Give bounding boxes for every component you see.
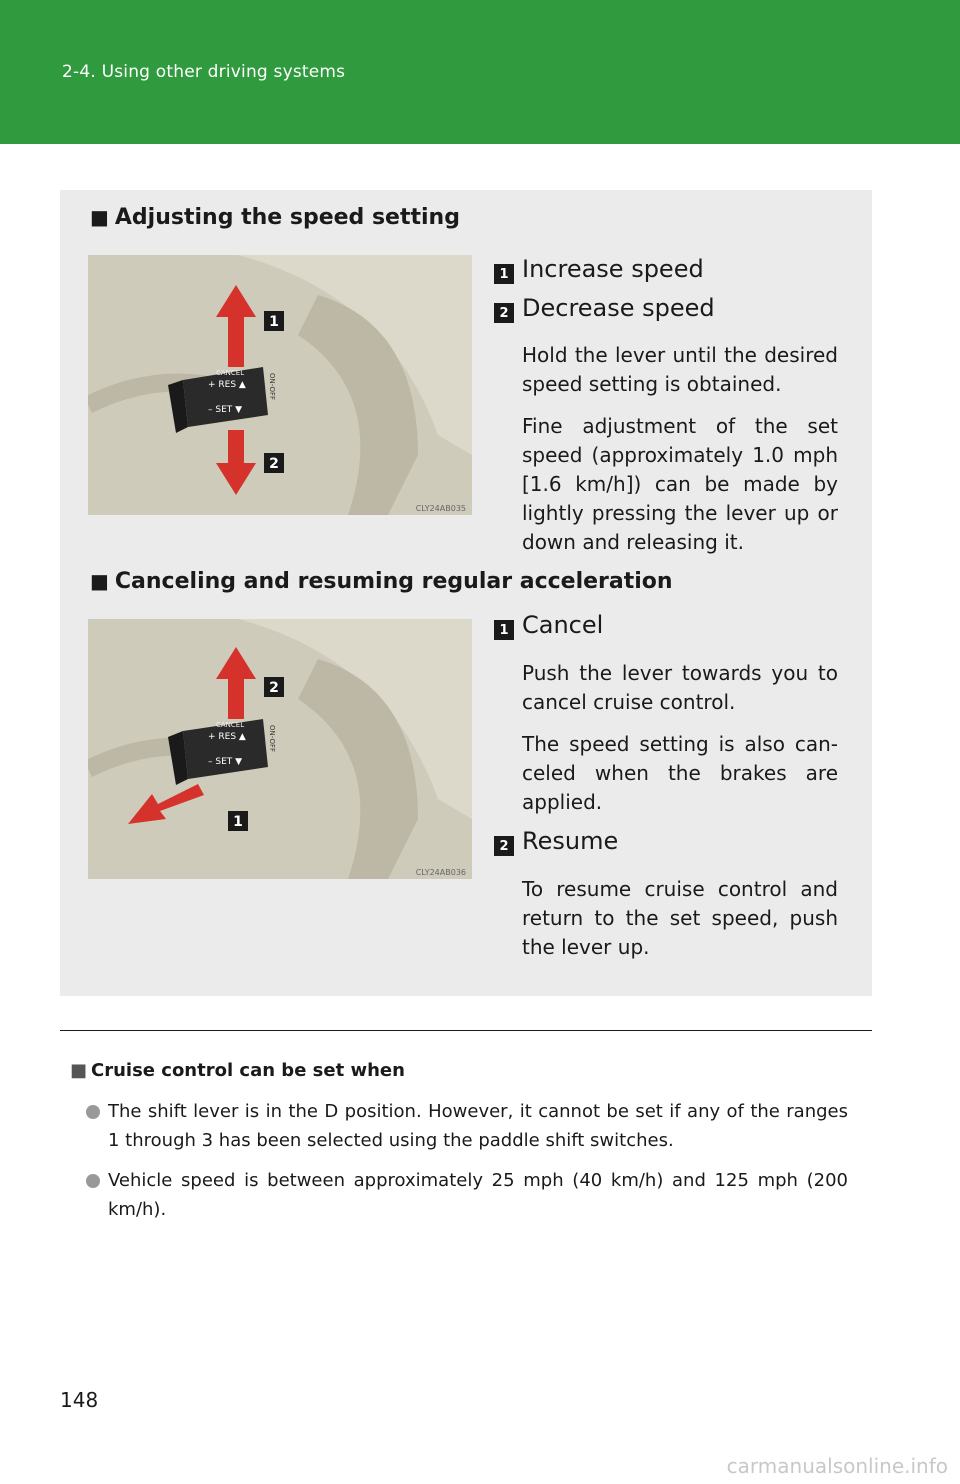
description-fine-adjustment: Fine adjustment of the set speed (approximately 1.0 mph [1.6 km/h]) can be made by lightly pressing the lever up or down and releasing it. (522, 414, 838, 554)
section-heading-adjusting: ■ Adjusting the speed setting (90, 205, 460, 230)
item-decrease-speed (494, 294, 838, 330)
item-cancel (494, 611, 838, 647)
lever-cancel-label: CANCEL (216, 369, 245, 377)
chapter-header (0, 0, 960, 144)
figure-code: CLY24AB035 (415, 504, 466, 513)
item-title: Cancel (522, 611, 604, 639)
description-push-lever: Push the lever towards you to cancel cruise control. (522, 661, 838, 714)
square-bullet-icon: ■ (90, 569, 109, 593)
note-bullet-shift-lever: The shift lever is in the D position. However, it cannot be set if any of the ranges 1 through 3 has been selected using the paddle shift switches. (86, 1097, 848, 1155)
description-brakes-cancel: The speed setting is also can-celed when the brakes are applied. (522, 732, 838, 814)
description-resume: To resume cruise control and return to the set speed, push the lever up. (522, 877, 838, 959)
svg-text:1: 1 (269, 314, 279, 330)
figure-adjust-speed (88, 255, 472, 515)
item-resume (494, 827, 838, 863)
lever-onoff-label: ON-OFF (268, 373, 276, 401)
item-title: Increase speed (522, 255, 704, 283)
lever-set-label: – SET ▼ (208, 757, 243, 767)
section-title: 2-4. Using other driving systems (62, 62, 346, 82)
square-bullet-icon: ■ (90, 205, 109, 229)
number-badge: 2 (494, 303, 514, 323)
figure-code: CLY24AB036 (415, 868, 466, 877)
lever-onoff-label: ON-OFF (268, 725, 276, 753)
bullet-dot-icon (86, 1105, 100, 1119)
page-number: 148 (60, 1388, 99, 1412)
svg-text:2: 2 (269, 680, 279, 696)
lever-set-label: – SET ▼ (208, 405, 243, 415)
lever-res-label: + RES ▲ (208, 732, 246, 742)
number-badge: 1 (494, 264, 514, 284)
number-badge: 1 (494, 620, 514, 640)
lever-res-label: + RES ▲ (208, 380, 246, 390)
note-heading: ■ Cruise control can be set when (70, 1060, 405, 1081)
section-heading-canceling: ■ Canceling and resuming regular acceleration (90, 569, 673, 594)
lever-cancel-label: CANCEL (216, 721, 245, 729)
svg-text:1: 1 (233, 814, 243, 830)
square-bullet-icon: ■ (70, 1060, 88, 1081)
note-bullet-vehicle-speed: Vehicle speed is between approximately 25 mph (40 km/h) and 125 mph (200 km/h). (86, 1166, 848, 1224)
watermark: carmanualsonline.info (726, 1454, 948, 1478)
item-title: Resume (522, 827, 619, 855)
number-badge: 2 (494, 836, 514, 856)
bullet-dot-icon (86, 1174, 100, 1188)
description-hold-lever: Hold the lever until the desired speed setting is obtained. (522, 343, 838, 396)
figure-cancel-resume (88, 619, 472, 879)
item-title: Decrease speed (522, 294, 715, 322)
item-increase-speed (494, 255, 838, 291)
steering-lever-illustration (88, 619, 472, 879)
steering-lever-illustration (88, 255, 472, 515)
section-divider (60, 1030, 872, 1031)
svg-text:2: 2 (269, 456, 279, 472)
